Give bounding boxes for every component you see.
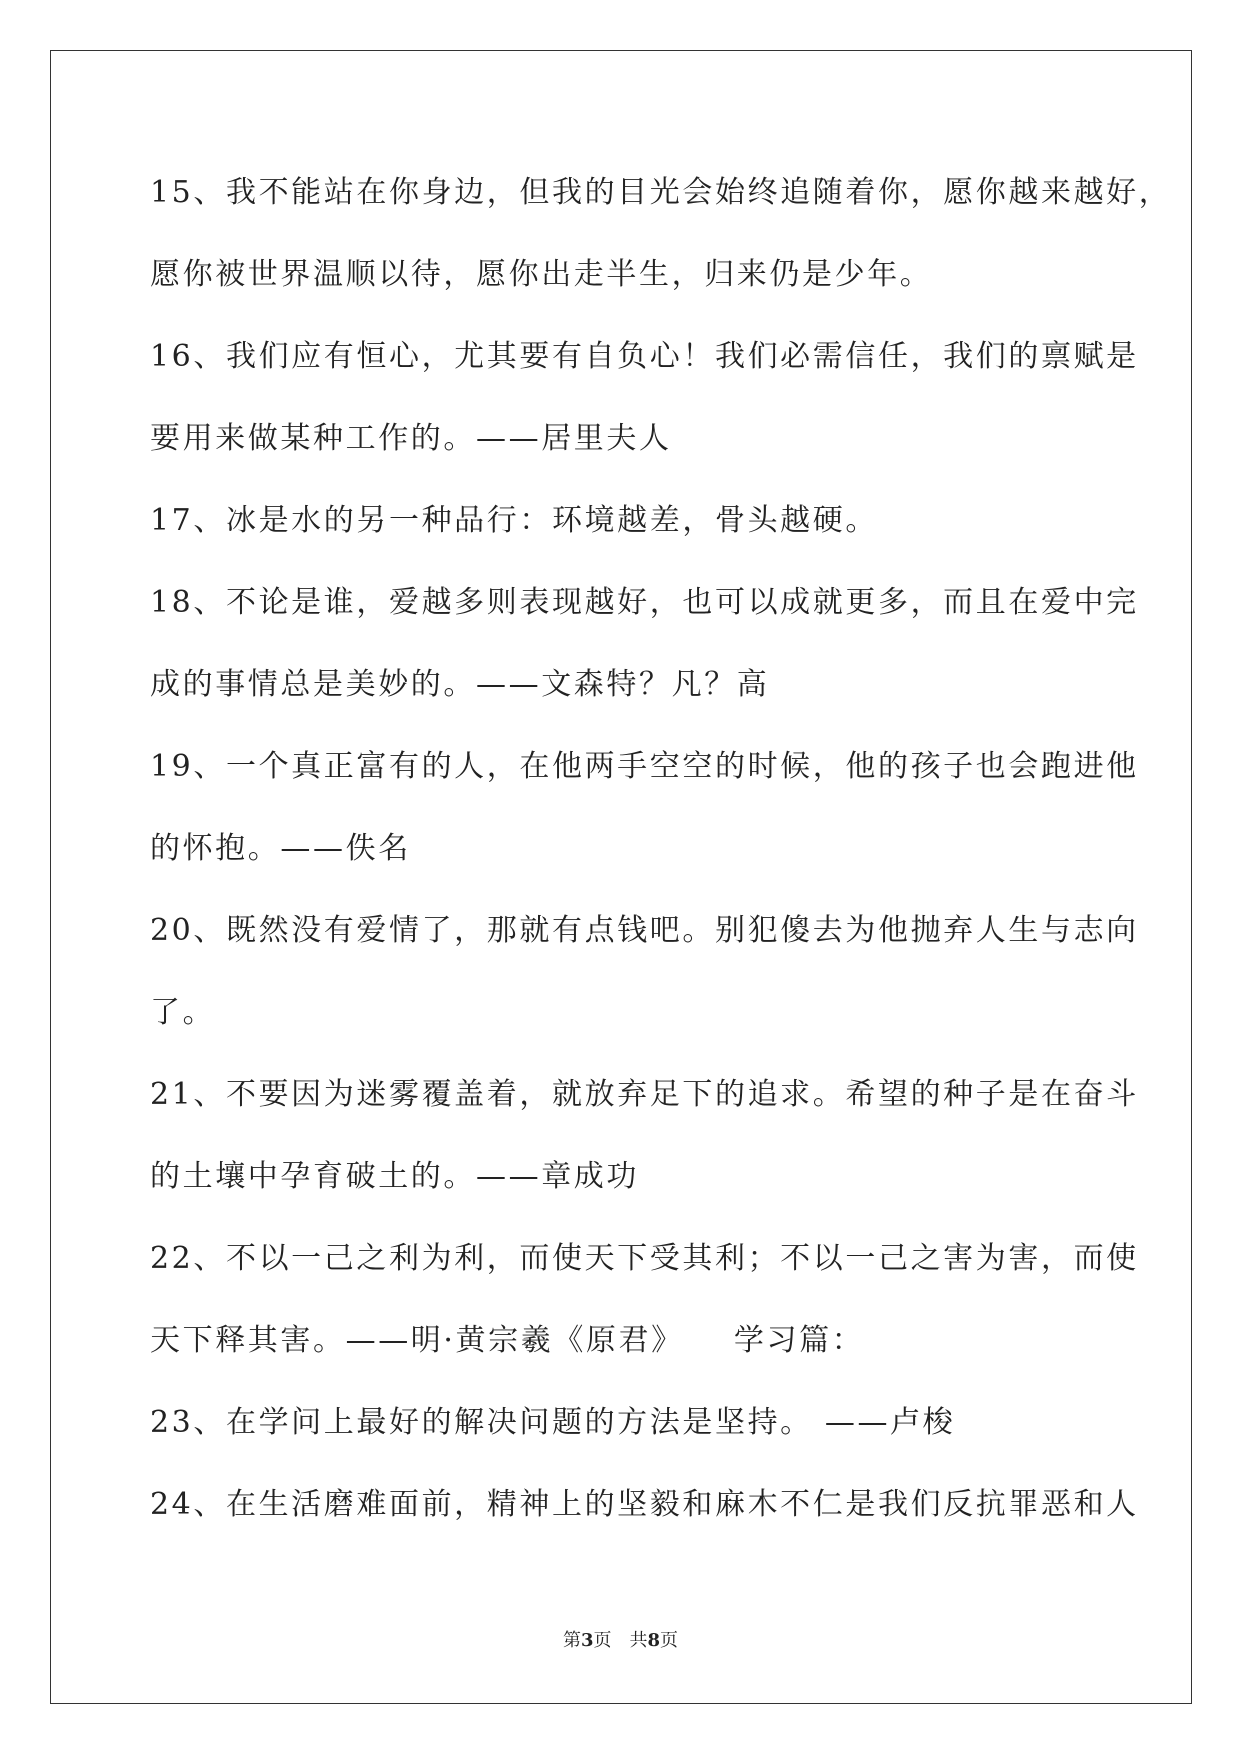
text-line: 的怀抱。——佚名	[150, 831, 411, 866]
text-line: 16、我们应有恒心，尤其要有自负心！我们必需信任，我们的禀赋是	[150, 339, 1139, 374]
text-line: 23、在学问上最好的解决问题的方法是坚持。 ——卢梭	[150, 1405, 956, 1440]
text-line: 天下释其害。——明·黄宗羲《原君》 学习篇：	[150, 1323, 865, 1358]
text-line: 成的事情总是美妙的。——文森特？凡？高	[150, 667, 770, 702]
total-page-number: 8	[647, 1630, 661, 1651]
text-line: 21、不要因为迷雾覆盖着，就放弃足下的追求。希望的种子是在奋斗	[150, 1077, 1139, 1112]
footer-mid: 页 共	[593, 1630, 648, 1651]
footer-prefix: 第	[562, 1630, 581, 1651]
text-line: 愿你被世界温顺以待，愿你出走半生，归来仍是少年。	[150, 257, 933, 292]
text-line: 的土壤中孕育破土的。——章成功	[150, 1159, 639, 1194]
document-body	[150, 168, 1172, 1562]
text-line: 18、不论是谁，爱越多则表现越好，也可以成就更多，而且在爱中完	[150, 585, 1139, 620]
current-page-number: 3	[580, 1630, 594, 1651]
text-line: 22、不以一己之利为利，而使天下受其利；不以一己之害为害，而使	[150, 1241, 1139, 1276]
page-footer	[0, 1626, 1241, 1652]
text-line: 24、在生活磨难面前，精神上的坚毅和麻木不仁是我们反抗罪恶和人	[150, 1487, 1139, 1522]
footer-suffix: 页	[660, 1630, 679, 1651]
text-line: 17、冰是水的另一种品行：环境越差，骨头越硬。	[150, 503, 878, 538]
text-line: 要用来做某种工作的。——居里夫人	[150, 421, 672, 456]
text-line: 19、一个真正富有的人，在他两手空空的时候，他的孩子也会跑进他	[150, 749, 1139, 784]
text-line: 了。	[150, 995, 216, 1030]
text-line: 20、既然没有爱情了，那就有点钱吧。别犯傻去为他抛弃人生与志向	[150, 913, 1139, 948]
text-line: 15、我不能站在你身边，但我的目光会始终追随着你，愿你越来越好，	[150, 175, 1172, 210]
